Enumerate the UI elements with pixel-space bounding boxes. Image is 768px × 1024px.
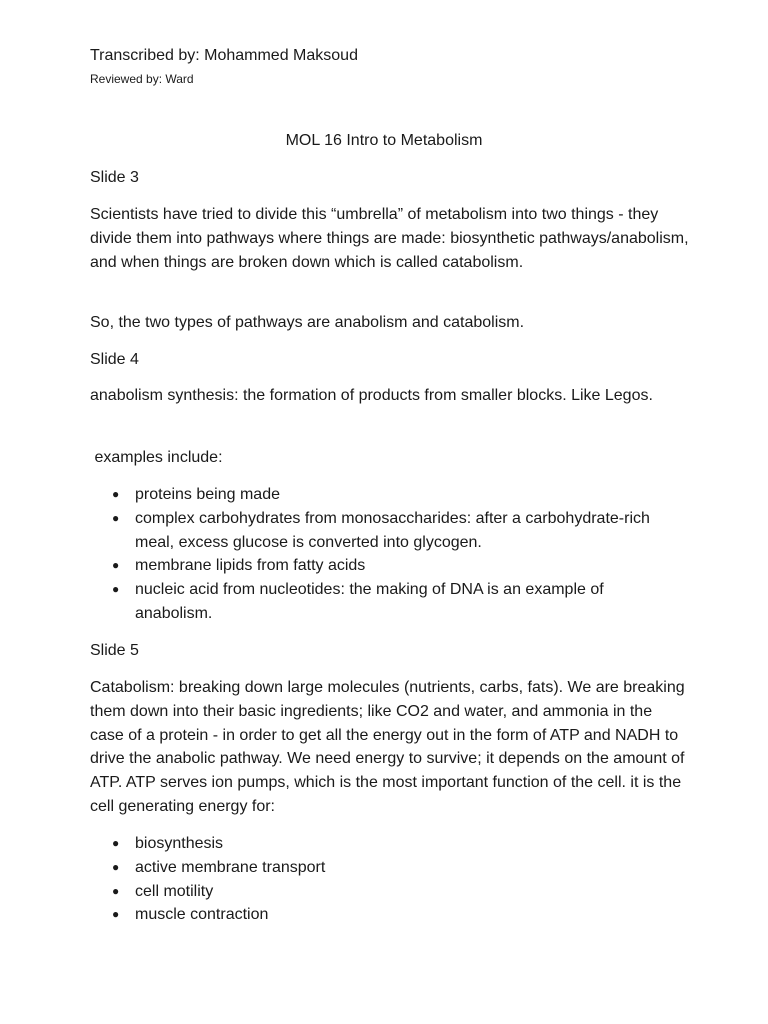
slide-5-paragraph-1: Catabolism: breaking down large molecules (nutrients, carbs, fats). We are breaking them down into their basic ingredients; like CO2 and water, and ammonia in the case of a protein - in order to get all the energy out in the form of ATP and NADH to drive the anabolic pathway. We need energy to survive; it depends on the amount of ATP. ATP serves ion pumps, which is the most important function of the cell. it is the cell generating energy for: <box>90 679 685 815</box>
bullet-icon: ● <box>112 558 120 573</box>
bullet-icon: ● <box>112 907 120 922</box>
bullet-icon: ● <box>112 510 120 525</box>
slide-4-bullet-list <box>90 483 690 626</box>
list-item-text: active membrane transport <box>135 858 326 876</box>
slide-5-bullet-list <box>90 832 690 927</box>
bullet-icon: ● <box>112 859 120 874</box>
transcriber-line: Transcribed by: Mohammed Maksoud <box>90 47 358 64</box>
list-item <box>90 507 680 555</box>
list-item-text: biosynthesis <box>135 835 224 852</box>
slide-3-paragraph-2: So, the two types of pathways are anabolism and catabolism. <box>90 314 525 331</box>
list-item-text: muscle contraction <box>135 906 269 924</box>
list-item-text: cell motility <box>135 882 214 900</box>
list-item <box>90 554 680 578</box>
bullet-icon: ● <box>112 883 120 898</box>
slide-4-heading: Slide 4 <box>90 351 139 368</box>
list-item <box>90 856 680 880</box>
list-item-text: complex carbohydrates from monosaccharides: after a carbohydrate-rich meal, excess glucose is converted into glycogen. <box>135 509 650 551</box>
list-item <box>90 880 680 904</box>
slide-3-heading: Slide 3 <box>90 169 139 186</box>
list-item-text: proteins being made <box>135 486 280 503</box>
bullet-icon: ● <box>112 836 120 850</box>
list-item <box>90 903 680 927</box>
slide-4-examples-label: examples include: <box>90 449 223 466</box>
slide-4-paragraph-1: anabolism synthesis: the formation of products from smaller blocks. Like Legos. <box>90 387 653 404</box>
document-title: MOL 16 Intro to Metabolism <box>285 132 483 149</box>
slide-3-paragraph-1: Scientists have tried to divide this “umbrella” of metabolism into two things - they divide them into pathways where things are made: biosynthetic pathways/anabolism, and when things are broken down which is called catabolism. <box>90 206 689 271</box>
list-item <box>90 483 680 507</box>
list-item <box>90 832 680 856</box>
list-item <box>90 578 680 626</box>
list-item-text: membrane lipids from fatty acids <box>135 557 366 575</box>
bullet-icon: ● <box>112 487 120 501</box>
slide-5-heading: Slide 5 <box>90 642 139 659</box>
reviewer-line: Reviewed by: Ward <box>90 72 194 86</box>
bullet-icon: ● <box>112 582 120 597</box>
list-item-text: nucleic acid from nucleotides: the making of DNA is an example of anabolism. <box>135 581 604 622</box>
